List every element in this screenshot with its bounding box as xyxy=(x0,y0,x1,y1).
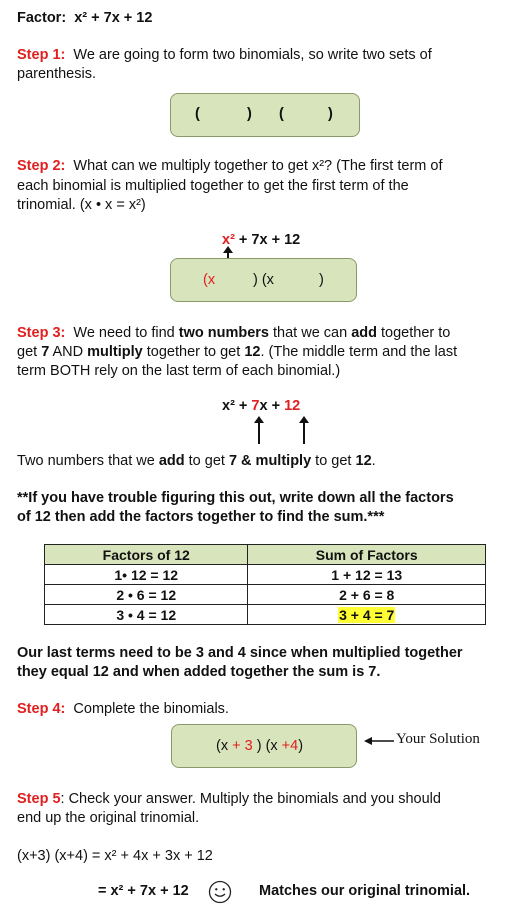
table-cell: 2 • 6 = 12 xyxy=(45,585,248,605)
step3-line3: term BOTH rely on the last term of each binomial.) xyxy=(17,363,341,379)
title-label: Factor: xyxy=(17,10,67,26)
step1-line2: parenthesis. xyxy=(17,66,96,82)
middle-term-arrow-up-icon xyxy=(258,422,260,444)
paren-open-2: ( xyxy=(279,106,284,122)
header-factors: Factors of 12 xyxy=(45,545,248,565)
factors-table xyxy=(44,544,486,625)
step5-label: Step 5 xyxy=(17,791,61,807)
step2-line2: each binomial is multiplied together to get the first term of the xyxy=(17,178,409,194)
last-term-arrow-up-icon xyxy=(303,422,305,444)
header-sum: Sum of Factors xyxy=(248,545,486,565)
two-numbers-summary: Two numbers that we add to get 7 & multiply to get 12. xyxy=(17,453,376,469)
step1-parenthesis-box xyxy=(170,93,360,137)
table-cell: 1• 12 = 12 xyxy=(45,565,248,585)
table-row xyxy=(45,585,486,605)
step3-label: Step 3: xyxy=(17,325,66,341)
step1-label: Step 1: xyxy=(17,47,66,63)
table-header-row xyxy=(45,545,486,565)
step2-line3: trinomial. (x • x = x²) xyxy=(17,197,146,213)
middle-term: 7 xyxy=(251,398,260,414)
conclusion-line2: they equal 12 and when added together the sum is 7. xyxy=(17,664,381,680)
step2-expression: x² + 7x + 12 xyxy=(222,232,301,248)
table-cell: 3 • 4 = 12 xyxy=(45,605,248,625)
left-arrow-icon xyxy=(364,735,394,747)
step5-line1: Step 5: Check your answer. Multiply the binomials and you should xyxy=(17,791,441,807)
step2-label: Step 2: xyxy=(17,158,66,174)
step2-line1: Step 2: What can we multiply together to get x²? (The first term of xyxy=(17,158,443,174)
step5-line2: end up the original trinomial. xyxy=(17,810,200,826)
conclusion-line1: Our last terms need to be 3 and 4 since when multiplied together xyxy=(17,645,463,661)
table-cell: 2 + 6 = 8 xyxy=(248,585,486,605)
step5-work: (x+3) (x+4) = x² + 4x + 3x + 12 xyxy=(17,848,213,864)
title-expression: x² + 7x + 12 xyxy=(74,10,153,26)
table-row xyxy=(45,565,486,585)
paren-open-1: ( xyxy=(195,106,200,122)
step3-line2: get 7 AND multiply together to get 12. (The middle term and the last xyxy=(17,344,458,360)
table-row xyxy=(45,605,486,625)
step2-binomial-box: (x ) (x ) xyxy=(170,258,357,302)
highlighted-sum: 3 + 4 = 7 xyxy=(339,606,395,623)
hint-line2: of 12 then add the factors together to find the sum.*** xyxy=(17,509,385,525)
smiley-face-icon xyxy=(208,880,232,904)
table-cell xyxy=(248,605,486,625)
hint-line1: **If you have trouble figuring this out, write down all the factors xyxy=(17,490,454,506)
step3-line1: Step 3: We need to find two numbers that we can add together to xyxy=(17,325,451,341)
step4-label: Step 4: xyxy=(17,701,66,717)
step3-expression: x² + 7x + 12 xyxy=(222,398,301,414)
last-term: 12 xyxy=(284,398,301,414)
table-cell: 1 + 12 = 13 xyxy=(248,565,486,585)
step4-line: Step 4: Complete the binomials. xyxy=(17,701,229,717)
paren-close-2: ) xyxy=(328,106,333,122)
paren-close-1: ) xyxy=(247,106,252,122)
your-solution-callout: Your Solution xyxy=(396,731,480,747)
step2-x-squared: x² xyxy=(222,232,235,248)
page-title xyxy=(17,10,152,26)
solution-box xyxy=(171,724,357,768)
step5-match-text: Matches our original trinomial. xyxy=(259,883,471,899)
step2-first-x: (x xyxy=(203,272,216,288)
step1-line1: Step 1: We are going to form two binomials, so write two sets of xyxy=(17,47,432,63)
solution-expression: (x + 3 ) (x +4) xyxy=(216,738,304,754)
step5-result: = x² + 7x + 12 xyxy=(98,883,189,899)
